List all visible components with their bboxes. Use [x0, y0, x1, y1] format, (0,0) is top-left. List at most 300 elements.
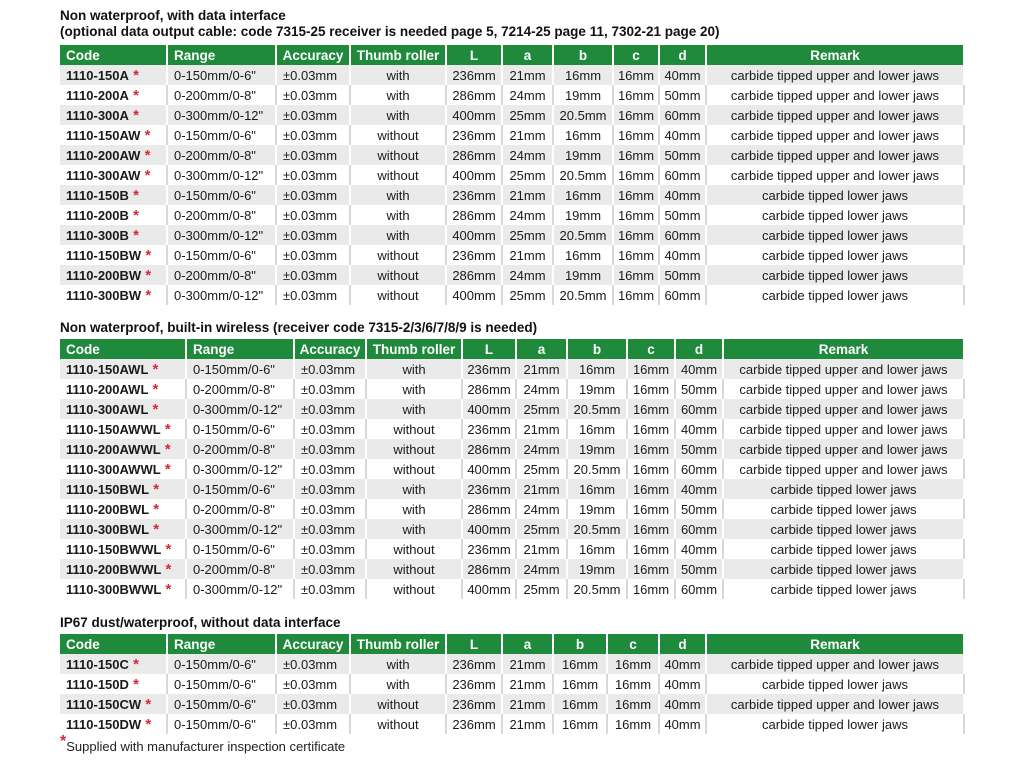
cell-code: [60, 419, 186, 439]
table-row: [60, 125, 964, 145]
column-header-b: b: [567, 339, 627, 359]
cell-remark: carbide tipped lower jaws: [706, 285, 964, 305]
cell-c: 16mm: [607, 674, 659, 694]
cell-acc: ±0.03mm: [276, 125, 350, 145]
cell-l: 286mm: [446, 205, 502, 225]
cell-a: 25mm: [502, 165, 553, 185]
certificate-star-icon: *: [140, 166, 151, 184]
cell-b: 19mm: [553, 265, 613, 285]
cell-remark: carbide tipped upper and lower jaws: [723, 419, 964, 439]
cell-code: [60, 125, 167, 145]
cell-roller: with: [366, 379, 462, 399]
cell-range: 0-200mm/0-8": [186, 379, 294, 399]
cell-l: 400mm: [446, 285, 502, 305]
cell-roller: without: [366, 539, 462, 559]
cell-a: 21mm: [502, 674, 553, 694]
cell-b: 19mm: [553, 205, 613, 225]
cell-acc: ±0.03mm: [294, 519, 366, 539]
certificate-star-icon: *: [148, 380, 159, 398]
cell-l: 286mm: [462, 499, 516, 519]
table-row: [60, 459, 964, 479]
certificate-star-icon: *: [128, 186, 139, 204]
cell-roller: with: [350, 105, 446, 125]
cell-roller: with: [350, 85, 446, 105]
footnote: [60, 733, 346, 756]
cell-acc: ±0.03mm: [294, 579, 366, 599]
cell-b: 16mm: [553, 65, 613, 85]
column-header-l: L: [462, 339, 516, 359]
cell-a: 21mm: [502, 654, 553, 674]
cell-code: [60, 559, 186, 579]
cell-roller: without: [350, 265, 446, 285]
cell-remark: carbide tipped upper and lower jaws: [723, 439, 964, 459]
cell-a: 24mm: [502, 205, 553, 225]
product-code: 1110-150AWL: [66, 361, 149, 377]
cell-code: [60, 499, 186, 519]
cell-range: 0-150mm/0-6": [186, 539, 294, 559]
cell-code: [60, 654, 167, 674]
cell-remark: carbide tipped lower jaws: [723, 499, 964, 519]
cell-c: 16mm: [627, 419, 675, 439]
product-code: 1110-200BWWL: [66, 561, 162, 577]
cell-remark: carbide tipped lower jaws: [706, 714, 964, 734]
cell-l: 236mm: [446, 674, 502, 694]
cell-remark: carbide tipped upper and lower jaws: [723, 399, 964, 419]
certificate-star-icon: *: [148, 360, 159, 378]
cell-l: 400mm: [462, 459, 516, 479]
cell-remark: carbide tipped upper and lower jaws: [706, 654, 964, 674]
product-code: 1110-150BWWL: [66, 541, 162, 557]
certificate-star-icon: *: [141, 715, 152, 733]
cell-roller: with: [350, 674, 446, 694]
cell-remark: carbide tipped upper and lower jaws: [723, 459, 964, 479]
cell-acc: ±0.03mm: [276, 225, 350, 245]
product-code: 1110-150BWL: [66, 481, 150, 497]
product-code: 1110-300BW: [66, 287, 142, 303]
cell-roller: without: [350, 245, 446, 265]
certificate-star-icon: *: [160, 420, 171, 438]
certificate-star-icon: *: [141, 246, 152, 264]
product-code: 1110-200BW: [66, 267, 142, 283]
cell-a: 21mm: [516, 539, 567, 559]
column-header-c: c: [607, 634, 659, 654]
cell-d: 50mm: [675, 439, 723, 459]
table-row: [60, 245, 964, 265]
product-code: 1110-300AWL: [66, 401, 149, 417]
cell-c: 16mm: [627, 439, 675, 459]
certificate-star-icon: *: [128, 226, 139, 244]
cell-remark: carbide tipped upper and lower jaws: [706, 105, 964, 125]
cell-roller: with: [350, 205, 446, 225]
column-header-l: L: [446, 45, 502, 65]
cell-l: 236mm: [446, 654, 502, 674]
cell-remark: carbide tipped lower jaws: [723, 539, 964, 559]
cell-acc: ±0.03mm: [276, 694, 350, 714]
cell-range: 0-150mm/0-6": [167, 694, 276, 714]
cell-code: [60, 399, 186, 419]
cell-l: 236mm: [446, 125, 502, 145]
cell-a: 21mm: [502, 125, 553, 145]
cell-range: 0-150mm/0-6": [186, 479, 294, 499]
cell-code: [60, 145, 167, 165]
cell-d: 50mm: [675, 499, 723, 519]
cell-remark: carbide tipped upper and lower jaws: [706, 694, 964, 714]
cell-roller: without: [366, 419, 462, 439]
cell-roller: without: [350, 125, 446, 145]
cell-range: 0-200mm/0-8": [186, 499, 294, 519]
cell-b: 16mm: [553, 674, 607, 694]
cell-acc: ±0.03mm: [276, 674, 350, 694]
cell-d: 40mm: [659, 65, 706, 85]
cell-remark: carbide tipped upper and lower jaws: [706, 65, 964, 85]
table-row: [60, 519, 964, 539]
certificate-star-icon: *: [141, 695, 152, 713]
cell-remark: carbide tipped lower jaws: [723, 479, 964, 499]
cell-acc: ±0.03mm: [294, 539, 366, 559]
cell-acc: ±0.03mm: [276, 165, 350, 185]
column-header-b: b: [553, 45, 613, 65]
column-header-l: L: [446, 634, 502, 654]
cell-remark: carbide tipped lower jaws: [706, 205, 964, 225]
certificate-star-icon: *: [128, 106, 139, 124]
cell-code: [60, 265, 167, 285]
cell-l: 400mm: [446, 165, 502, 185]
cell-d: 50mm: [659, 205, 706, 225]
table-row: [60, 205, 964, 225]
cell-code: [60, 165, 167, 185]
spec-table-3: [60, 634, 965, 734]
column-header-accuracy: Accuracy: [294, 339, 366, 359]
cell-code: [60, 674, 167, 694]
product-code: 1110-150BW: [66, 247, 142, 263]
cell-d: 60mm: [659, 165, 706, 185]
cell-code: [60, 285, 167, 305]
cell-b: 19mm: [553, 145, 613, 165]
cell-range: 0-150mm/0-6": [186, 359, 294, 379]
cell-d: 50mm: [659, 265, 706, 285]
cell-range: 0-300mm/0-12": [167, 165, 276, 185]
cell-range: 0-200mm/0-8": [167, 145, 276, 165]
cell-c: 16mm: [627, 379, 675, 399]
certificate-star-icon: *: [140, 126, 151, 144]
cell-a: 24mm: [516, 559, 567, 579]
cell-l: 236mm: [446, 714, 502, 734]
cell-b: 16mm: [567, 539, 627, 559]
cell-code: [60, 694, 167, 714]
product-code: 1110-300BWWL: [66, 581, 162, 597]
cell-roller: with: [366, 499, 462, 519]
cell-b: 19mm: [567, 439, 627, 459]
cell-d: 60mm: [659, 105, 706, 125]
cell-acc: ±0.03mm: [276, 265, 350, 285]
cell-roller: with: [350, 185, 446, 205]
cell-c: 16mm: [613, 265, 659, 285]
cell-a: 21mm: [502, 694, 553, 714]
cell-l: 400mm: [446, 225, 502, 245]
cell-roller: without: [350, 145, 446, 165]
cell-b: 16mm: [567, 479, 627, 499]
cell-acc: ±0.03mm: [294, 399, 366, 419]
product-code: 1110-200BWL: [66, 501, 150, 517]
cell-d: 50mm: [675, 559, 723, 579]
cell-range: 0-150mm/0-6": [167, 714, 276, 734]
cell-remark: carbide tipped upper and lower jaws: [723, 359, 964, 379]
cell-range: 0-150mm/0-6": [167, 245, 276, 265]
cell-c: 16mm: [627, 559, 675, 579]
cell-roller: with: [366, 479, 462, 499]
cell-acc: ±0.03mm: [276, 245, 350, 265]
column-header-d: d: [675, 339, 723, 359]
column-header-code: Code: [60, 634, 167, 654]
cell-b: 19mm: [553, 85, 613, 105]
cell-d: 50mm: [659, 145, 706, 165]
cell-remark: carbide tipped upper and lower jaws: [706, 125, 964, 145]
table-row: [60, 399, 964, 419]
table-row: [60, 145, 964, 165]
cell-code: [60, 519, 186, 539]
cell-l: 236mm: [462, 359, 516, 379]
certificate-star-icon: *: [149, 500, 160, 518]
cell-range: 0-150mm/0-6": [167, 125, 276, 145]
cell-acc: ±0.03mm: [294, 479, 366, 499]
cell-roller: without: [350, 165, 446, 185]
cell-b: 19mm: [567, 379, 627, 399]
product-code: 1110-150DW: [66, 716, 142, 732]
column-header-range: Range: [167, 634, 276, 654]
cell-range: 0-150mm/0-6": [186, 419, 294, 439]
cell-c: 16mm: [613, 125, 659, 145]
table-row: [60, 654, 964, 674]
cell-roller: without: [350, 694, 446, 714]
cell-acc: ±0.03mm: [294, 439, 366, 459]
cell-c: 16mm: [613, 185, 659, 205]
column-header-b: b: [553, 634, 607, 654]
cell-l: 286mm: [446, 85, 502, 105]
cell-range: 0-150mm/0-6": [167, 65, 276, 85]
column-header-range: Range: [186, 339, 294, 359]
cell-roller: without: [366, 579, 462, 599]
cell-roller: without: [350, 285, 446, 305]
cell-remark: carbide tipped lower jaws: [723, 579, 964, 599]
cell-c: 16mm: [613, 205, 659, 225]
cell-b: 20.5mm: [567, 519, 627, 539]
product-code: 1110-200AWWL: [66, 441, 161, 457]
table-row: [60, 65, 964, 85]
cell-acc: ±0.03mm: [276, 714, 350, 734]
cell-range: 0-200mm/0-8": [186, 559, 294, 579]
cell-d: 40mm: [675, 539, 723, 559]
section-3-title: IP67 dust/waterproof, without data interface: [60, 615, 341, 630]
cell-b: 19mm: [567, 559, 627, 579]
cell-d: 40mm: [675, 419, 723, 439]
cell-acc: ±0.03mm: [294, 419, 366, 439]
cell-b: 16mm: [553, 694, 607, 714]
cell-l: 400mm: [462, 519, 516, 539]
cell-c: 16mm: [627, 499, 675, 519]
section-2-title: Non waterproof, built-in wireless (receiver code 7315-2/3/6/7/8/9 is needed): [60, 320, 538, 335]
product-code: 1110-200AWL: [66, 381, 149, 397]
footnote-star-icon: *: [60, 733, 67, 750]
cell-d: 40mm: [675, 359, 723, 379]
column-header-remark: Remark: [706, 45, 964, 65]
cell-l: 236mm: [446, 694, 502, 714]
cell-range: 0-300mm/0-12": [167, 225, 276, 245]
table-row: [60, 694, 964, 714]
cell-acc: ±0.03mm: [276, 105, 350, 125]
cell-remark: carbide tipped upper and lower jaws: [706, 165, 964, 185]
cell-range: 0-150mm/0-6": [167, 674, 276, 694]
table-row: [60, 674, 964, 694]
column-header-thumb-roller: Thumb roller: [350, 634, 446, 654]
cell-d: 40mm: [659, 245, 706, 265]
cell-b: 16mm: [553, 654, 607, 674]
cell-roller: with: [350, 225, 446, 245]
cell-code: [60, 579, 186, 599]
cell-roller: without: [366, 459, 462, 479]
header-row: [60, 45, 964, 65]
cell-c: 16mm: [607, 694, 659, 714]
table-row: [60, 185, 964, 205]
column-header-accuracy: Accuracy: [276, 634, 350, 654]
column-header-thumb-roller: Thumb roller: [350, 45, 446, 65]
cell-code: [60, 245, 167, 265]
cell-roller: without: [366, 559, 462, 579]
cell-roller: with: [350, 654, 446, 674]
cell-remark: carbide tipped upper and lower jaws: [723, 379, 964, 399]
column-header-c: c: [627, 339, 675, 359]
cell-roller: with: [366, 359, 462, 379]
product-code: 1110-300B: [66, 227, 129, 243]
product-code: 1110-300AWWL: [66, 461, 161, 477]
cell-l: 286mm: [446, 265, 502, 285]
cell-acc: ±0.03mm: [294, 359, 366, 379]
cell-l: 236mm: [462, 419, 516, 439]
cell-range: 0-300mm/0-12": [167, 105, 276, 125]
cell-d: 50mm: [675, 379, 723, 399]
cell-c: 16mm: [607, 714, 659, 734]
cell-d: 60mm: [659, 225, 706, 245]
cell-remark: carbide tipped lower jaws: [706, 674, 964, 694]
cell-d: 40mm: [675, 479, 723, 499]
cell-range: 0-200mm/0-8": [167, 265, 276, 285]
cell-remark: carbide tipped lower jaws: [723, 519, 964, 539]
cell-code: [60, 105, 167, 125]
cell-a: 21mm: [516, 479, 567, 499]
column-header-remark: Remark: [706, 634, 964, 654]
column-header-range: Range: [167, 45, 276, 65]
cell-a: 25mm: [502, 285, 553, 305]
table-row: [60, 559, 964, 579]
cell-range: 0-300mm/0-12": [186, 579, 294, 599]
product-code: 1110-300A: [66, 107, 129, 123]
certificate-star-icon: *: [149, 520, 160, 538]
spec-table-1: [60, 45, 965, 305]
certificate-star-icon: *: [149, 480, 160, 498]
cell-remark: carbide tipped lower jaws: [706, 245, 964, 265]
cell-d: 40mm: [659, 694, 706, 714]
cell-d: 60mm: [675, 399, 723, 419]
cell-a: 21mm: [516, 419, 567, 439]
cell-acc: ±0.03mm: [276, 65, 350, 85]
column-header-remark: Remark: [723, 339, 964, 359]
column-header-a: a: [516, 339, 567, 359]
certificate-star-icon: *: [161, 540, 172, 558]
cell-range: 0-300mm/0-12": [186, 459, 294, 479]
certificate-star-icon: *: [141, 266, 152, 284]
column-header-d: d: [659, 45, 706, 65]
cell-l: 286mm: [462, 559, 516, 579]
cell-b: 16mm: [567, 419, 627, 439]
cell-remark: carbide tipped lower jaws: [706, 265, 964, 285]
certificate-star-icon: *: [128, 86, 139, 104]
cell-code: [60, 359, 186, 379]
cell-remark: carbide tipped lower jaws: [706, 185, 964, 205]
cell-remark: carbide tipped lower jaws: [706, 225, 964, 245]
table-row: [60, 579, 964, 599]
cell-acc: ±0.03mm: [294, 379, 366, 399]
cell-b: 20.5mm: [553, 285, 613, 305]
cell-d: 50mm: [659, 85, 706, 105]
product-code: 1110-200B: [66, 207, 129, 223]
product-code: 1110-200AW: [66, 147, 141, 163]
product-code: 1110-150A: [66, 67, 129, 83]
header-row: [60, 339, 964, 359]
cell-a: 25mm: [502, 105, 553, 125]
section-1-subtitle: (optional data output cable: code 7315-25 receiver is needed page 5, 7214-25 page 11, 7302-21 page 20): [60, 24, 720, 39]
table-row: [60, 265, 964, 285]
table-row: [60, 285, 964, 305]
product-code: 1110-150AWWL: [66, 421, 161, 437]
cell-acc: ±0.03mm: [294, 499, 366, 519]
cell-c: 16mm: [627, 399, 675, 419]
cell-roller: with: [366, 399, 462, 419]
cell-range: 0-200mm/0-8": [167, 85, 276, 105]
column-header-accuracy: Accuracy: [276, 45, 350, 65]
cell-acc: ±0.03mm: [276, 185, 350, 205]
cell-a: 24mm: [516, 439, 567, 459]
cell-c: 16mm: [613, 145, 659, 165]
cell-remark: carbide tipped upper and lower jaws: [706, 145, 964, 165]
table-row: [60, 359, 964, 379]
cell-b: 16mm: [553, 245, 613, 265]
cell-a: 25mm: [516, 399, 567, 419]
spec-table-2: [60, 339, 965, 599]
cell-a: 21mm: [516, 359, 567, 379]
cell-c: 16mm: [627, 579, 675, 599]
column-header-c: c: [613, 45, 659, 65]
cell-code: [60, 185, 167, 205]
column-header-a: a: [502, 45, 553, 65]
column-header-a: a: [502, 634, 553, 654]
certificate-star-icon: *: [128, 206, 139, 224]
cell-a: 25mm: [516, 459, 567, 479]
certificate-star-icon: *: [160, 440, 171, 458]
cell-roller: without: [366, 439, 462, 459]
cell-range: 0-300mm/0-12": [167, 285, 276, 305]
table-row: [60, 439, 964, 459]
cell-a: 21mm: [502, 245, 553, 265]
cell-l: 400mm: [462, 579, 516, 599]
cell-range: 0-200mm/0-8": [167, 205, 276, 225]
cell-a: 21mm: [502, 65, 553, 85]
cell-range: 0-300mm/0-12": [186, 519, 294, 539]
certificate-star-icon: *: [128, 655, 139, 673]
cell-b: 16mm: [567, 359, 627, 379]
product-code: 1110-200A: [66, 87, 129, 103]
cell-b: 16mm: [553, 125, 613, 145]
cell-acc: ±0.03mm: [276, 285, 350, 305]
cell-d: 40mm: [659, 714, 706, 734]
